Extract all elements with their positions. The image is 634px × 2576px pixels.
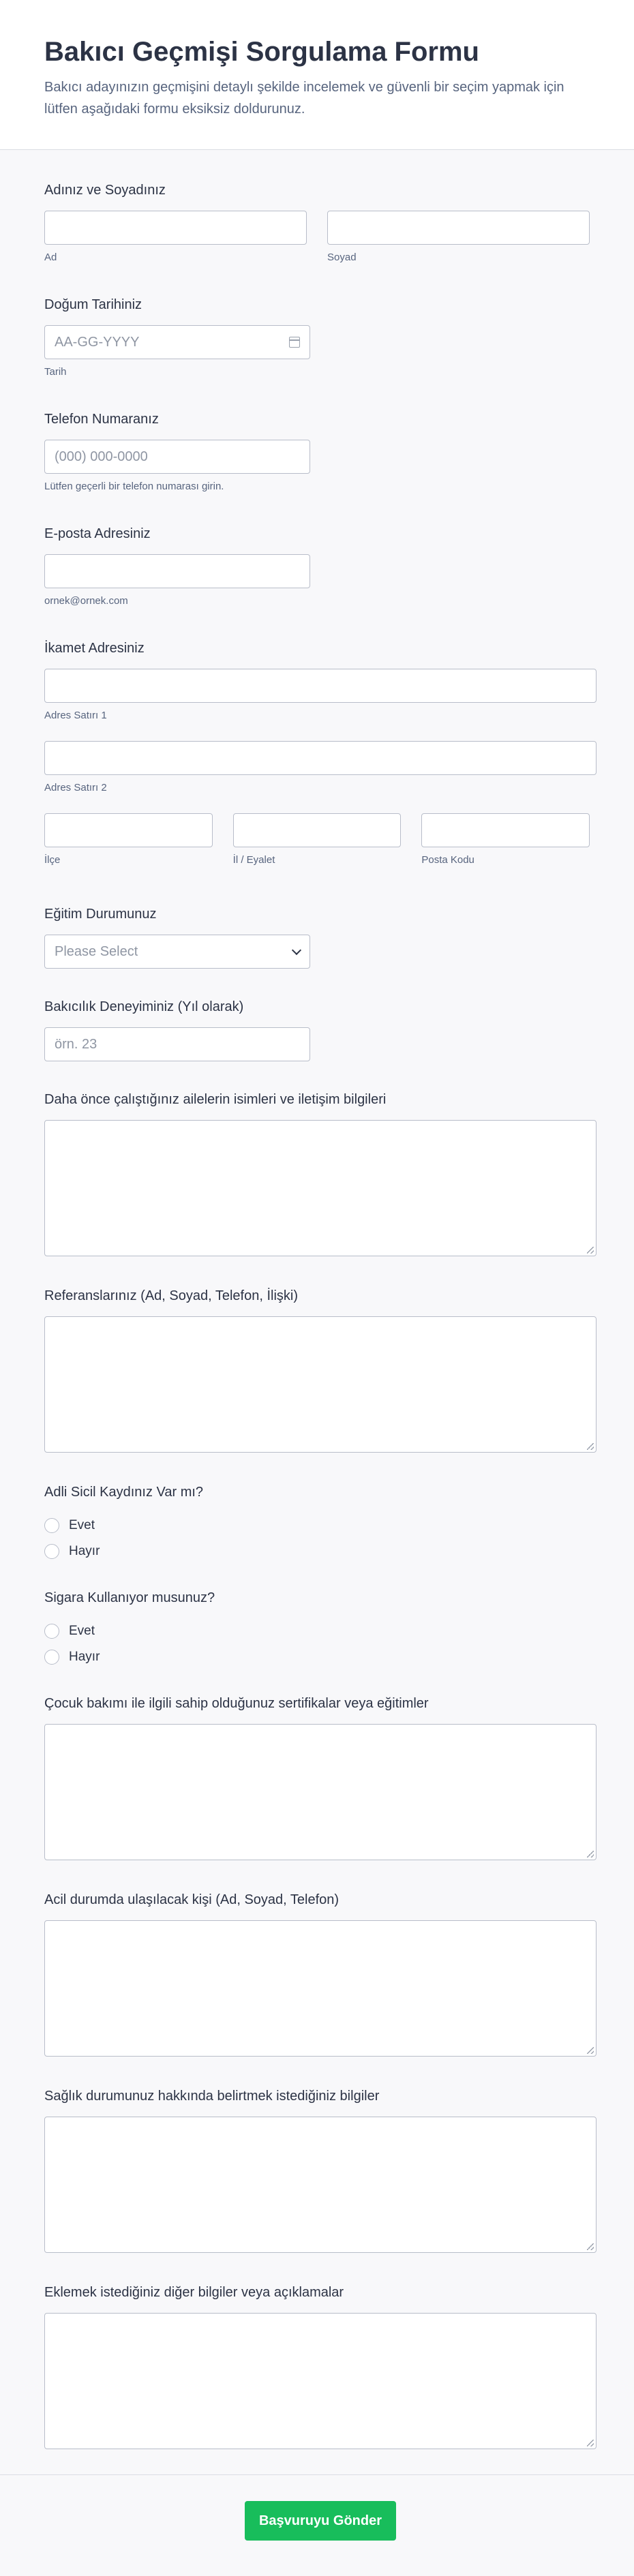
resize-handle-icon[interactable] — [587, 2440, 594, 2446]
address-line2-sublabel: Adres Satırı 2 — [44, 782, 107, 793]
form-header — [0, 0, 634, 150]
phone-sublabel: Lütfen geçerli bir telefon numarası girin. — [44, 481, 224, 492]
phone-input[interactable] — [44, 440, 310, 474]
references-label: Referanslarınız (Ad, Soyad, Telefon, İlişki) — [44, 1288, 299, 1303]
emergency-contact-section — [44, 1890, 590, 2087]
other-info-textarea[interactable] — [44, 2313, 597, 2449]
form-description: Bakıcı adayınızın geçmişini detaylı şekilde incelemek ve güvenli bir seçim yapmak için lütfen aşağıdaki formu eksiksiz doldurunuz. — [44, 80, 564, 117]
address-line1-sublabel: Adres Satırı 1 — [44, 710, 107, 721]
criminal-record-option-no[interactable] — [44, 1539, 590, 1564]
district-sublabel: İlçe — [44, 854, 61, 866]
emergency-contact-label: Acil durumda ulaşılacak kişi (Ad, Soyad, Telefon) — [44, 1892, 339, 1907]
first-name-input[interactable] — [44, 211, 307, 245]
radio-button[interactable] — [44, 1624, 59, 1639]
birth-date-section — [44, 295, 590, 410]
email-label: E-posta Adresiniz — [44, 526, 151, 541]
resize-handle-icon[interactable] — [587, 2243, 594, 2250]
last-name-sublabel: Soyad — [327, 252, 357, 263]
district-input[interactable] — [44, 813, 213, 847]
smoking-label: Sigara Kullanıyor musunuz? — [44, 1590, 215, 1605]
address-section — [44, 639, 590, 905]
first-name-sublabel: Ad — [44, 252, 57, 263]
previous-families-section — [44, 1090, 590, 1286]
postal-code-input[interactable] — [421, 813, 590, 847]
form-body — [0, 150, 634, 2460]
chevron-down-icon[interactable] — [292, 945, 301, 955]
experience-input[interactable] — [44, 1027, 310, 1061]
name-label: Adınız ve Soyadınız — [44, 183, 166, 198]
form-title: Bakıcı Geçmişi Sorgulama Formu — [44, 37, 479, 67]
birth-date-placeholder: AA-GG-YYYY — [55, 334, 140, 350]
address-label: İkamet Adresiniz — [44, 641, 145, 656]
address-line1-input[interactable] — [44, 669, 597, 703]
certificates-label: Çocuk bakımı ile ilgili sahip olduğunuz sertifikalar veya eğitimler — [44, 1696, 429, 1711]
phone-section — [44, 410, 590, 524]
radio-label: Hayır — [69, 1650, 100, 1664]
resize-handle-icon[interactable] — [587, 1851, 594, 1858]
radio-button[interactable] — [44, 1650, 59, 1665]
email-sublabel: ornek@ornek.com — [44, 595, 128, 607]
other-info-section — [44, 2283, 590, 2460]
submit-button[interactable]: Başvuruyu Gönder — [245, 2501, 396, 2541]
certificates-section — [44, 1694, 590, 1890]
references-section — [44, 1286, 590, 1483]
email-input[interactable] — [44, 554, 310, 588]
birth-date-input[interactable] — [44, 325, 310, 359]
education-section — [44, 905, 590, 997]
emergency-contact-textarea[interactable] — [44, 1920, 597, 2057]
radio-button[interactable] — [44, 1544, 59, 1559]
criminal-record-option-yes[interactable] — [44, 1513, 590, 1539]
smoking-option-yes[interactable] — [44, 1618, 590, 1644]
education-label: Eğitim Durumunuz — [44, 907, 157, 922]
health-label: Sağlık durumunuz hakkında belirtmek istediğiniz bilgiler — [44, 2089, 380, 2104]
birth-date-sublabel: Tarih — [44, 366, 67, 378]
phone-label: Telefon Numaranız — [44, 412, 159, 427]
calendar-icon[interactable] — [289, 337, 300, 348]
phone-placeholder: (000) 000-0000 — [55, 449, 148, 464]
previous-families-label: Daha önce çalıştığınız ailelerin isimleri ve iletişim bilgileri — [44, 1092, 387, 1107]
postal-code-sublabel: Posta Kodu — [421, 854, 474, 866]
smoking-section — [44, 1588, 590, 1694]
health-section — [44, 2087, 590, 2283]
resize-handle-icon[interactable] — [587, 1247, 594, 1254]
resize-handle-icon[interactable] — [587, 2047, 594, 2054]
radio-button[interactable] — [44, 1518, 59, 1533]
name-section — [44, 181, 590, 295]
form-footer — [0, 2474, 634, 2576]
other-info-label: Eklemek istediğiniz diğer bilgiler veya açıklamalar — [44, 2285, 344, 2300]
birth-date-label: Doğum Tarihiniz — [44, 297, 142, 312]
health-textarea[interactable] — [44, 2117, 597, 2253]
criminal-record-section — [44, 1483, 590, 1588]
previous-families-textarea[interactable] — [44, 1120, 597, 1256]
address-line2-input[interactable] — [44, 741, 597, 775]
province-sublabel: İl / Eyalet — [232, 854, 275, 866]
province-input[interactable] — [233, 813, 402, 847]
resize-handle-icon[interactable] — [587, 1443, 594, 1450]
smoking-option-no[interactable] — [44, 1644, 590, 1670]
education-selected-value: Please Select — [55, 943, 138, 959]
email-section — [44, 524, 590, 639]
criminal-record-label: Adli Sicil Kaydınız Var mı? — [44, 1485, 204, 1500]
experience-label: Bakıcılık Deneyiminiz (Yıl olarak) — [44, 999, 244, 1014]
experience-placeholder: örn. 23 — [55, 1036, 97, 1052]
experience-section — [44, 997, 590, 1090]
radio-label: Evet — [69, 1624, 95, 1638]
radio-label: Evet — [69, 1518, 95, 1532]
last-name-input[interactable] — [327, 211, 590, 245]
references-textarea[interactable] — [44, 1316, 597, 1453]
education-select[interactable] — [44, 935, 310, 969]
certificates-textarea[interactable] — [44, 1724, 597, 1860]
radio-label: Hayır — [69, 1544, 100, 1558]
